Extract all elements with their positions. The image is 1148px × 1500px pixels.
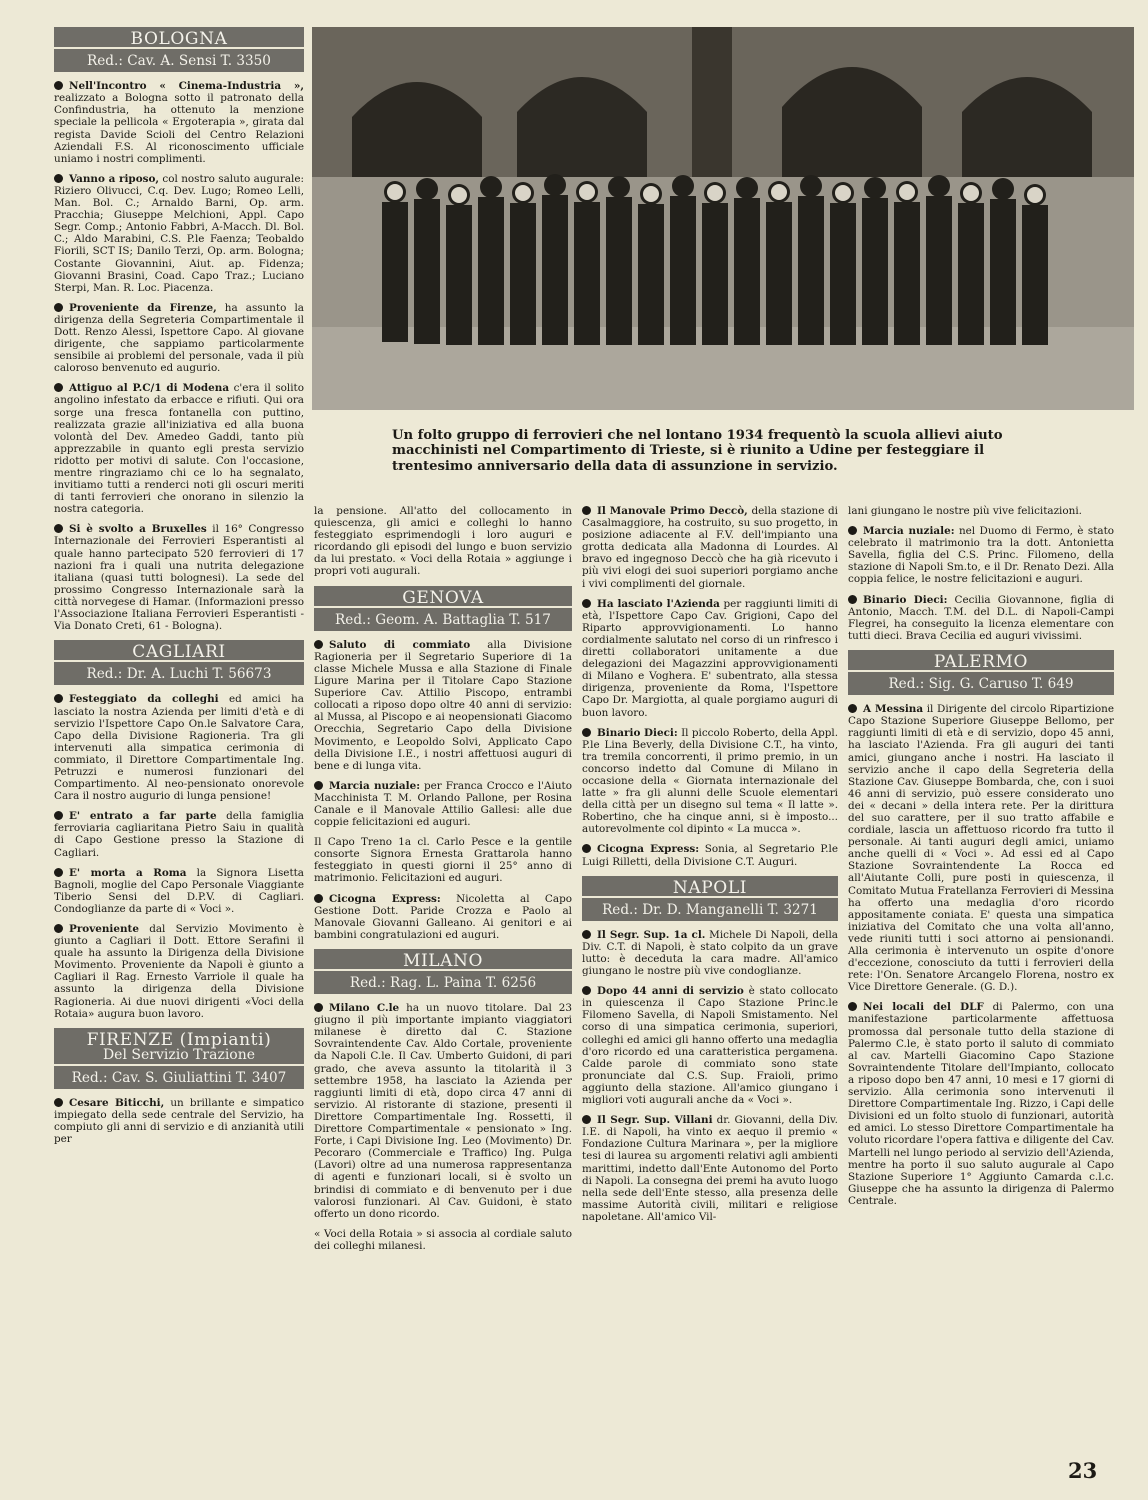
news-item: Nei locali del DLF di Palermo, con una manifestazione particolarmente affettuosa promossa dal personale tutto della stazione di Palermo C.le, è stato porto il saluto di commiato al cav. Martelli Giacomino Capo Stazione Sovraintendente Titolare dell'Impianto, collocato a riposo dopo ben 47 anni, 10 mesi e 17 giorni di servizio. Alla cerimonia sono intervenuti il Direttore Compartimentale Ing. Rizzo, i Capi delle Divisioni ed un folto stuolo di funzionari, autorità ed amici. Lo stesso Direttore Compartimentale ha voluto ricordare l'opera fattiva e diligente del Cav. Martelli nel lungo periodo al servizio dell'Azienda, mentre ha porto il suo saluto augurale al Capo Stazione Superiore 1° Aggiunto Camarda c.l.c. Giuseppe che ha assunto la dirigenza di Palermo Centrale.: [848, 1001, 1114, 1207]
column-2: [314, 505, 572, 1260]
photo-caption: Un folto gruppo di ferrovieri che nel lontano 1934 frequentò la scuola allievi aiuto macchinisti nel Compartimento di Trieste, si è riunito a Udine per festeggiare il trentesimo anniversario della data di assunzione in servizio.: [392, 428, 1003, 474]
bullet-icon: [848, 1002, 857, 1011]
news-item: Vanno a riposo, col nostro saluto augurale: Riziero Olivucci, C.q. Dev. Lugo; Romeo Lelli, Man. Bol. C.; Arnaldo Barni, Op. arm. Pracchia; Giuseppe Melchioni, Appl. Capo Segr. Comp.; Antonio Fabbri, A-Macch. Dl. Bol. C.; Aldo Marabini, C.S. P.le Faenza; Teobaldo Fiorili, SCT IS; Danilo Terzi, Op. arm. Bologna; Costante Giovannini, Aiut. ap. Fidenza; Giovanni Brasini, Coad. Capo Traz.; Luciano Sterpi, Man. R. Loc. Piacenza.: [54, 172, 304, 294]
news-item: Marcia nuziale: nel Duomo di Fermo, è stato celebrato il matrimonio tra la dott. Antonietta Savella, figlia del C.S. Princ. Filomeno, della stazione di Napoli Sm.to, e il Dr. Renato Dezi. Alla coppia felice, le nostre felicitazioni e auguri.: [848, 525, 1114, 586]
bullet-icon: [54, 524, 63, 533]
section-editor: Red.: Rag. L. Paina T. 6256: [314, 969, 572, 994]
bullet-icon: [582, 844, 591, 853]
news-item: E' morta a Roma la Signora Lisetta Bagnoli, moglie del Capo Personale Viaggiante Tiberio Sensi del D.P.V. di Cagliari. Condoglianze da parte di « Voci ».: [54, 866, 304, 915]
bullet-icon: [314, 1003, 323, 1012]
news-item: Attiguo al P.C/1 di Modena c'era il solito angolino infestato da erbacce e rifiuti. Qui ora sorge una fresca fontanella con puttino, realizzata grazie all'iniziativa ed alla buona volontà del Dev. Amedeo Gaddi, tanto più apprezzabile in quanto egli presta servizio ridotto per motivi di salute. Con l'occasione, mentre ringraziamo chi ce lo ha segnalato, invitiamo tutti a renderci noti gli oscuri meriti di tanti ferrovieri che onorano in silenzio la nostra categoria.: [54, 382, 304, 516]
bullet-icon: [848, 704, 857, 713]
section-header-bologna: [54, 27, 304, 72]
news-item: Ha lasciato l'Azienda per raggiunti limiti di età, l'Ispettore Capo Cav. Grigioni, Capo del Riparto approvvigionamenti. Lo hanno cordialmente salutato nel corso di un rinfresco i diretti collaboratori unitamente a due delegazioni dei Magazzini approvvigionamenti di Milano e Voghera. E' subentrato, alla stessa dirigenza, proveniente da Roma, l'Ispettore Capo Dr. Margiotta, al quale porgiamo auguri di buon lavoro.: [582, 597, 838, 719]
news-item: Binario Dieci: Cecilia Giovannone, figlia di Antonio, Macch. T.M. del D.L. di Napoli-Campi Flegrei, ha conseguito la licenza elementare con tutti dieci. Brava Cecilia ed auguri vivissimi.: [848, 593, 1114, 642]
group-photo-illustration: [312, 27, 1134, 410]
continued-text: la pensione. All'atto del collocamento in quiescenza, gli amici e colleghi lo hanno festeggiato esprimendogli i loro auguri e ricordando gli episodi del lungo e buon servizio da lui prestato. « Voci della Rotaia » aggiunge i propri voti augurali.: [314, 505, 572, 578]
bullet-icon: [54, 303, 63, 312]
section-header-milano: [314, 949, 572, 994]
section-subtitle: Del Servizio Trazione: [102, 1046, 256, 1063]
column-3: [582, 505, 838, 1231]
section-title: CAGLIARI: [132, 642, 226, 663]
news-item: Cesare Biticchi, un brillante e simpatico impiegato della sede centrale del Servizio, ha compiuto gli anni di servizio e di anzianità utili per: [54, 1097, 304, 1146]
news-item: Si è svolto a Bruxelles il 16° Congresso Internazionale dei Ferrovieri Esperantisti al quale hanno partecipato 520 ferrovieri di 17 nazioni fra i quali una nutrita delegazione italiana (quasi tutti bolognesi). La sede del prossimo Congresso Internazionale sarà la città norvegese di Hamar. (Informazioni presso l'Associazione Italiana Ferrovieri Esperantisti - Via Donato Creti, 61 - Bologna).: [54, 523, 305, 633]
section-title: PALERMO: [933, 651, 1029, 672]
news-item: Binario Dieci: Il piccolo Roberto, della Appl. P.le Lina Beverly, della Divisione C.T., ha vinto, tra tremila concorrenti, il primo premio, in un concorso indetto dal Comune di Milano in occasione della « Giornata internazionale del latte » fra gli alunni delle Scuole elementari della città per un disegno sul tema « Il latte ». Robertino, che ha cinque anni, si è imposto... autorevolmente col dipinto « La mucca ».: [582, 726, 838, 836]
section-editor: Red.: Sig. G. Caruso T. 649: [848, 670, 1114, 695]
group-photo: [312, 27, 1134, 410]
bullet-icon: [314, 781, 323, 790]
page-number: 23: [1068, 1458, 1098, 1483]
bullet-icon: [54, 1098, 63, 1107]
bullet-icon: [582, 599, 591, 608]
section-title: BOLOGNA: [130, 29, 228, 49]
bullet-icon: [848, 526, 857, 535]
bullet-icon: [582, 930, 591, 939]
section-header-cagliari: [54, 640, 304, 685]
continued-text: lani giungano le nostre più vive felicitazioni.: [848, 505, 1082, 517]
section-header-firenze: [54, 1028, 304, 1089]
news-item: « Voci della Rotaia » si associa al cordiale saluto dei colleghi milanesi.: [314, 1227, 572, 1252]
column-1: [54, 27, 304, 1153]
news-item: Cicogna Express: Nicoletta al Capo Gestione Dott. Paride Crozza e Paolo al Manovale Giovanni Galleano. Ai genitori e ai bambini congratulazioni ed auguri.: [314, 892, 572, 941]
section-bologna: [54, 27, 304, 632]
bullet-icon: [314, 640, 323, 649]
bullet-icon: [582, 728, 591, 737]
section-editor: Red.: Dr. A. Luchi T. 56673: [54, 660, 304, 685]
bullet-icon: [54, 811, 63, 820]
news-item: Dopo 44 anni di servizio è stato collocato in quiescenza il Capo Stazione Princ.le Filomeno Savella, di Napoli Smistamento. Nel corso di una simpatica cerimonia, superiori, colleghi ed amici gli hanno offerto una medaglia d'oro ricordo ed una caratteristica pergamena. Calde parole di commiato sono state pronunciate dal C.S. Sup. Fraioli, primo aggiunto della stazione. All'amico giungano i migliori voti augurali anche da « Voci ».: [582, 985, 838, 1107]
bullet-icon: [582, 1115, 591, 1124]
section-firenze: [54, 1028, 304, 1146]
bullet-icon: [848, 595, 857, 604]
news-item: Festeggiato da colleghi ed amici ha lasciato la nostra Azienda per limiti d'età e di servizio l'Ispettore Capo On.le Salvatore Cara, Capo della Divisione Ragioneria. Tra gli intervenuti alla simpatica cerimonia di commiato, il Direttore Compartimentale Ing. Petruzzi e numerosi funzionari del Compartimento. Al neo-pensionato onorevole Cara il nostro augurio di lunga pensione!: [54, 693, 304, 803]
bullet-icon: [54, 694, 63, 703]
news-item: Marcia nuziale: per Franca Crocco e l'Aiuto Macchinista T. M. Orlando Pallone, per Rosina Canale e il Manovale Attilio Gallesi: alle due coppie felicitazioni ed auguri.: [314, 779, 572, 829]
news-item: Saluto di commiato alla Divisione Ragioneria per il Segretario Superiore di 1a classe Michele Mussa e alla Stazione di Finale Ligure Marina per il Titolare Capo Stazione Superiore Cav. Attilio Piscopo, entrambi collocati a riposo dopo oltre 40 anni di servizio: al Mussa, al Piscopo e ai neopensionati Giacomo Orecchia, Segretario Capo della Divisione Movimento, e Leopoldo Solvi, Applicato Capo della Divisione I.E., i nostri affettuosi auguri di bene e di lunga vita.: [314, 638, 572, 772]
news-item: Cicogna Express: Sonia, al Segretario P.le Luigi Rilletti, della Divisione C.T. Auguri.: [582, 843, 838, 868]
bullet-icon: [314, 894, 323, 903]
section-napoli: [582, 876, 838, 1223]
section-cagliari: [54, 640, 304, 1020]
news-item: A Messina il Dirigente del circolo Ripartizione Capo Stazione Superiore Giuseppe Bellomo, per raggiunti limiti di età e di servizio, dopo 45 anni, ha lasciato l'Azienda. Fra gli auguri dei tanti amici, giungano anche i nostri. Ha lasciato il servizio anche il capo della Segreteria della Stazione Cav. Giuseppe Bombarda, che, con i suoi 46 anni di servizio, può essere considerato uno dei « decani » della intera rete. Per la dirittura del suo carattere, per il suo tratto affabile e cordiale, lascia un affettuoso ricordo fra tutto il personale. Ai tanti auguri degli amici, uniamo anche quelli di « Voci ». Ad essi ed al Capo Stazione Sovraintendente La Rocca ed all'Aiutante Colli, pure posti in quiescenza, il Comitato Mutua Fratellanza Ferrovieri di Messina ha offerto una medaglia d'oro ricordo appositamente coniata. E' questa una simpatica iniziativa del Comitato che una volta all'anno, vede riuniti tutti i soci attorno ai pensionandi. Alla cerimonia è intervenuto un ospite d'onore d'eccezione, conosciuto da tutti i ferrovieri della rete: l'On. Senatore Arcangelo Florena, nostro ex Vice Direttore Generale. (G. D.).: [848, 703, 1114, 994]
section-editor: Red.: Cav. S. Giuliattini T. 3407: [54, 1064, 304, 1089]
bullet-icon: [54, 174, 63, 183]
news-item: Il Capo Treno 1a cl. Carlo Pesce e la gentile consorte Signora Ernesta Grattarola hanno festeggiato in questi giorni il 25° anno di matrimonio. Felicitazioni ed auguri.: [314, 836, 572, 885]
bullet-icon: [54, 868, 63, 877]
news-item: Il Segr. Sup. 1a cl. Michele Di Napoli, della Div. C.T. di Napoli, è stato colpito da un grave lutto: è deceduta la cara madre. All'amico giungano le nostre più vive condoglianze.: [582, 928, 838, 978]
section-editor: Red.: Cav. A. Sensi T. 3350: [54, 47, 304, 72]
news-item: Nell'Incontro « Cinema-Industria », realizzato a Bologna sotto il patronato della Confindustria, ha ottenuto la menzione speciale la pellicola « Ergoterapia », girata dal regista Davide Scioli del Centro Relazioni Aziendali F.S. Al riconoscimento ufficiale uniamo i nostri complimenti.: [54, 80, 304, 165]
section-genova: [314, 586, 572, 941]
news-item: Il Segr. Sup. Villani dr. Giovanni, della Div. I.E. di Napoli, ha vinto ex aequo il premio « Fondazione Cultura Marinara », per la migliore tesi di laurea su argomenti relativi agli ambienti marittimi, indetto dall'Ente Autonomo del Porto di Napoli. La consegna dei premi ha avuto luogo nella sede dell'Ente stesso, alla presenza delle massime Autorità civili, militari e religiose napoletane. All'amico Vil-: [582, 1114, 838, 1223]
section-title: MILANO: [402, 950, 484, 971]
bullet-icon: [54, 81, 63, 90]
news-item: Il Manovale Primo Deccò, della stazione di Casalmaggiore, ha costruito, su suo progetto, in posizione adiacente al F.V. dell'impianto una grotta dedicata alla Madonna di Lourdes. Al bravo ed ingegnoso Deccò che ha già ricevuto i più vivi elogi dei suoi superiori porgiamo anche i vivi complimenti del giornale.: [582, 505, 838, 590]
section-milano: [314, 949, 572, 1252]
section-palermo: [848, 650, 1114, 1207]
news-item: Proveniente da Firenze, ha assunto la dirigenza della Segreteria Compartimentale il Dott. Renzo Alessi, Ispettore Capo. Al giovane dirigente, che sappiamo particolarmente sensibile ai problemi del personale, vada il più caloroso benvenuto ed augurio.: [54, 301, 304, 375]
news-item: E' entrato a far parte della famiglia ferroviaria cagliaritana Pietro Saiu in qualità di Capo Gestione presso la Stazione di Cagliari.: [54, 810, 304, 859]
section-title: NAPOLI: [672, 877, 748, 898]
section-header-genova: [314, 586, 572, 631]
section-title: GENOVA: [402, 587, 484, 608]
bullet-icon: [54, 924, 63, 933]
bullet-icon: [582, 986, 591, 995]
column-4: [848, 505, 1114, 1215]
news-item: Milano C.le ha un nuovo titolare. Dal 23 giugno il più importante impianto viaggiatori milanese è diretto dal C. Stazione Sovraintendente Cav. Aldo Cortale, proveniente da Napoli C.le. Il Cav. Umberto Guidoni, di pari grado, che aveva assunto la titolarità il 3 settembre 1958, ha lasciato la Azienda per raggiunti limiti di età, dopo circa 47 anni di servizio. Al ristorante di stazione, presenti il Direttore Compartimentale Ing. Rossetti, il Direttore Compartimentale « pensionato » Ing. Forte, i Capi Divisione Ing. Leo (Movimento) Dr. Pecoraro (Commerciale e Traffico) Ing. Pulga (Lavori) oltre ad una numerosa rappresentanza di agenti e funzionari locali, si è svolto un brindisi di commiato e di benvenuto per i due valorosi funzionari. Al Cav. Guidoni, è stato offerto un dono ricordo.: [314, 1002, 572, 1220]
photo-caption-box: [312, 410, 1134, 496]
section-header-palermo: [848, 650, 1114, 695]
section-title: FIRENZE (Impianti): [86, 1029, 272, 1050]
bullet-icon: [54, 383, 63, 392]
section-header-napoli: [582, 876, 838, 921]
section-editor: Red.: Geom. A. Battaglia T. 517: [314, 606, 572, 631]
news-item: Proveniente dal Servizio Movimento è giunto a Cagliari il Dott. Ettore Serafini il quale ha assunto la Dirigenza della Divisione Movimento. Proveniente da Napoli è giunto a Cagliari il Rag. Ernesto Varriole il quale ha assunto la dirigenza della Divisione Ragioneria. Ai due nuovi dirigenti «Voci della Rotaia» augura buon lavoro.: [54, 923, 304, 1020]
section-editor: Red.: Dr. D. Manganelli T. 3271: [582, 896, 838, 921]
bullet-icon: [582, 506, 591, 515]
